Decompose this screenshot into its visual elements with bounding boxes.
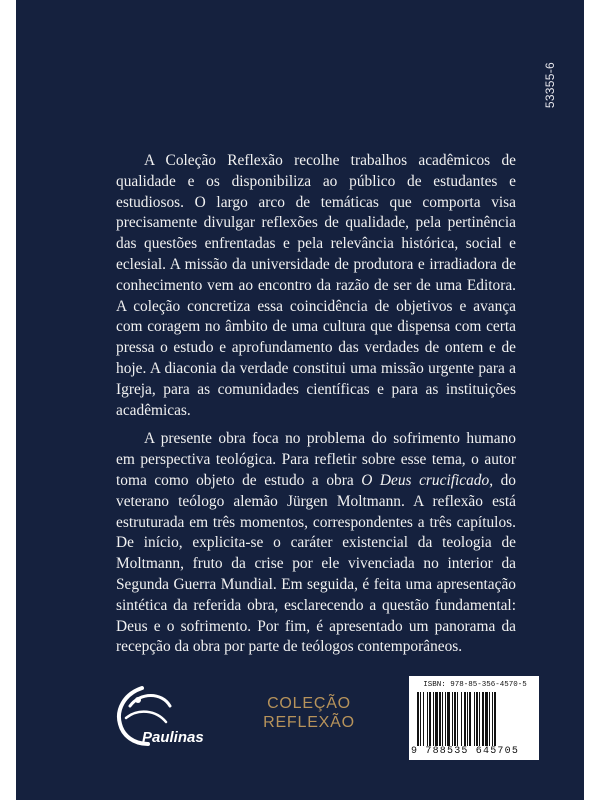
paulinas-logo-mark xyxy=(108,684,208,750)
collection-line-1: COLEÇÃO xyxy=(267,695,351,712)
paragraph-2-intro: A presente obra foca no problema do sofrimento humano em perspectiva teológica. Para refletir sobre esse tema, o autor toma como objeto de estudo a obra xyxy=(116,430,516,489)
paragraph-2-rest: , do veterano teólogo alemão Jürgen Moltmann. A reflexão está estruturada em três momentos, correspondentes a três capítulos. De início, explicita-se o caráter existencial da teologia de Moltmann, fruto da crise por ele vivenciada no interior da Segunda Guerra Mundial. Em seguida, é feita uma apresentação sintética da referida obra, esclarecendo a questão fundamental: Deus e o sofrimento. Por fim, é apresentado um panorama da recepção da obra por parte de teólogos contemporâneos. xyxy=(116,471,516,656)
paulinas-logo xyxy=(108,684,208,750)
publisher-name: Paulinas xyxy=(142,729,204,746)
book-title: O Deus crucificado xyxy=(361,471,490,489)
collection-line-2: REFLEXÃO xyxy=(263,714,355,731)
barcode-label xyxy=(409,676,539,760)
back-cover-text xyxy=(116,151,516,658)
barcode-image xyxy=(415,692,533,746)
paragraph-2 xyxy=(116,429,516,658)
ean-digits: 9 788535 645705 xyxy=(411,746,520,757)
collection-title xyxy=(244,694,374,732)
isbn-text: ISBN: 978-85-356-4570-5 xyxy=(423,681,527,689)
paragraph-1: A Coleção Reflexão recolhe trabalhos acadêmicos de qualidade e os disponibiliza ao público de estudantes e estudiosos. O largo arco de temáticas que comporta visa precisamente divulgar reflexões de qualidade, pela pertinência das questões enfrentadas e pela relevância histórica, social e eclesial. A missão da universidade de produtora e irradiadora de conhecimento vem ao encontro da razão de ser de uma Editora. A coleção concretiza essa coincidência de objetivos e avança com coragem no âmbito de uma cultura que dispensa com certa pressa o estudo e aprofundamento das verdades de ontem e de hoje. A diaconia da verdade constitui uma missão urgente para a Igreja, para as comunidades científicas e para as instituições acadêmicas. xyxy=(116,152,516,419)
back-cover xyxy=(16,0,584,800)
spine-code: 53355-6 xyxy=(543,62,557,109)
